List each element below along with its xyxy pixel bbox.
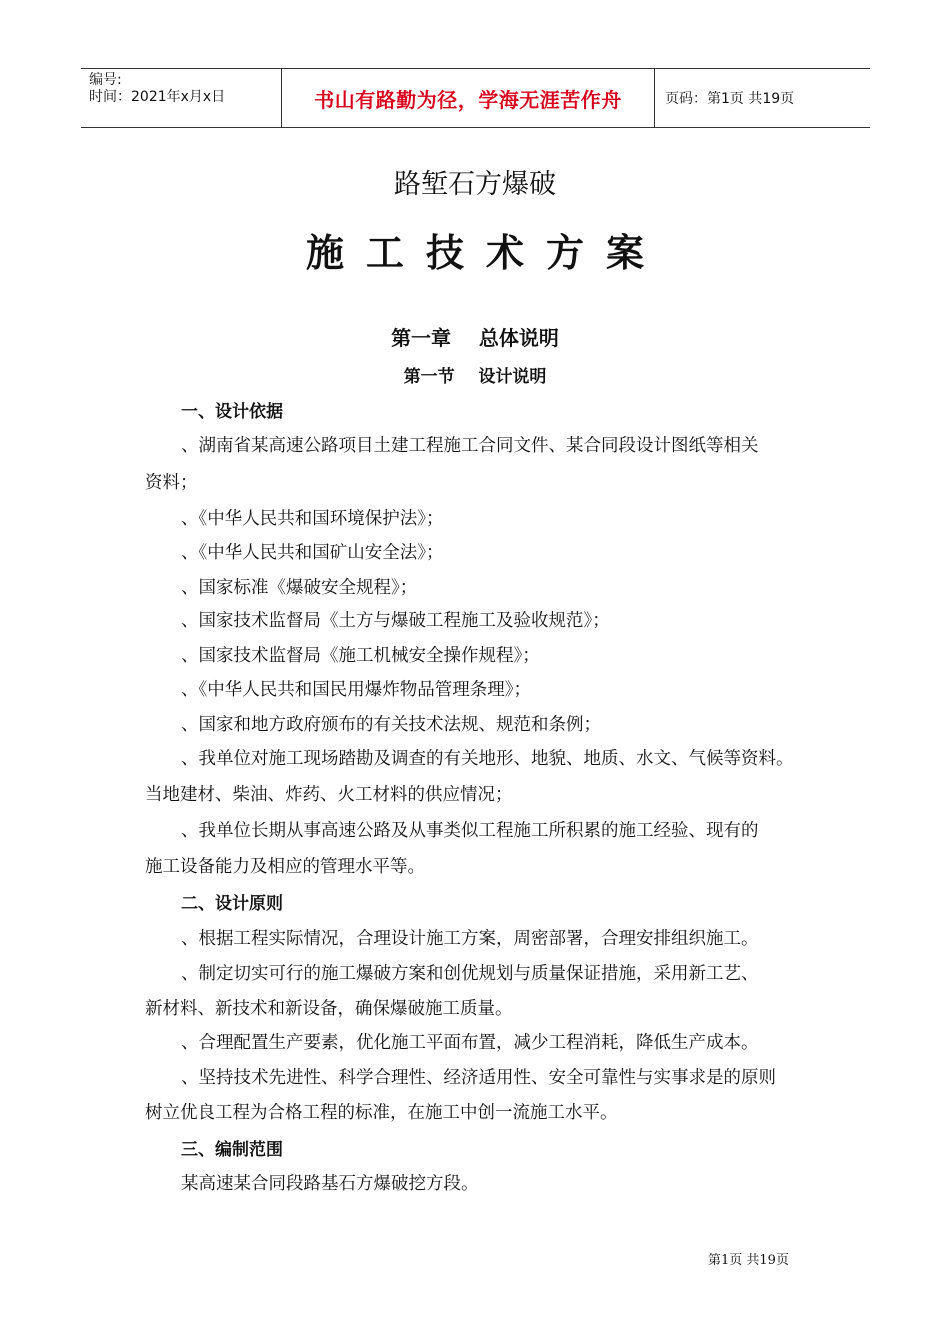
document-subtitle: 施工技术方案 <box>305 230 666 275</box>
body-line: 树立优良工程为合格工程的标准，在施工中创一流施工水平。 <box>145 1103 618 1123</box>
body-line: 、国家技术监督局《土方与爆破工程施工及验收规范》； <box>181 611 610 631</box>
document-number: 编号: <box>89 72 122 88</box>
section-heading: 第一节 设计说明 <box>403 367 547 387</box>
body-line: 、《中华人民共和国环境保护法》； <box>181 509 444 529</box>
document-title: 路堑石方爆破 <box>394 169 556 200</box>
body-line: 、我单位长期从事高速公路及从事类似工程施工所积累的施工经验、现有的 <box>181 821 759 841</box>
header-motto-cell <box>282 69 655 127</box>
header-motto: 书山有路勤为径，学海无涯苦作舟 <box>314 87 622 112</box>
header-info-cell <box>81 69 282 127</box>
body-line: 资料； <box>145 473 198 493</box>
body-line: 、国家和地方政府颁布的有关技术法规、规范和条例； <box>181 715 601 735</box>
header-page-cell <box>655 69 870 127</box>
body-line: 、《中华人民共和国矿山安全法》； <box>181 543 444 563</box>
chapter-heading: 第一章 总体说明 <box>391 326 559 350</box>
page-header <box>81 68 870 128</box>
document-date: 时间：2021年x月x日 <box>89 89 226 105</box>
body-line: 、制定切实可行的施工爆破方案和创优规划与质量保证措施，采用新工艺、 <box>181 964 759 984</box>
body-line: 、根据工程实际情况，合理设计施工方案，周密部署，合理安排组织施工。 <box>181 929 759 949</box>
part2-heading: 二、设计原则 <box>181 894 283 914</box>
body-line: 某高速某合同段路基石方爆破挖方段。 <box>181 1174 479 1194</box>
body-line: 、国家技术监督局《施工机械安全操作规程》； <box>181 646 540 666</box>
body-line: 、国家标准《爆破安全规程》； <box>181 578 418 598</box>
header-page-number: 页码：第1页 共19页 <box>665 91 795 107</box>
body-line: 、《中华人民共和国民用爆炸物品管理条理》； <box>181 680 531 700</box>
body-line: 、湖南省某高速公路项目土建工程施工合同文件、某合同段设计图纸等相关 <box>181 436 759 456</box>
body-line: 施工设备能力及相应的管理水平等。 <box>145 857 425 877</box>
part1-heading: 一、设计依据 <box>181 402 283 422</box>
part3-heading: 三、编制范围 <box>181 1140 283 1160</box>
body-line: 新材料、新技术和新设备，确保爆破施工质量。 <box>145 999 513 1019</box>
page-footer: 第1页 共19页 <box>708 1253 789 1268</box>
body-line: 、坚持技术先进性、科学合理性、经济适用性、安全可靠性与实事求是的原则 <box>181 1068 776 1088</box>
body-line: 当地建材、柴油、炸药、火工材料的供应情况； <box>145 785 513 805</box>
body-line: 、合理配置生产要素，优化施工平面布置，减少工程消耗，降低生产成本。 <box>181 1033 759 1053</box>
body-line: 、我单位对施工现场踏勘及调查的有关地形、地貌、地质、水文、气候等资料。 <box>181 749 794 769</box>
